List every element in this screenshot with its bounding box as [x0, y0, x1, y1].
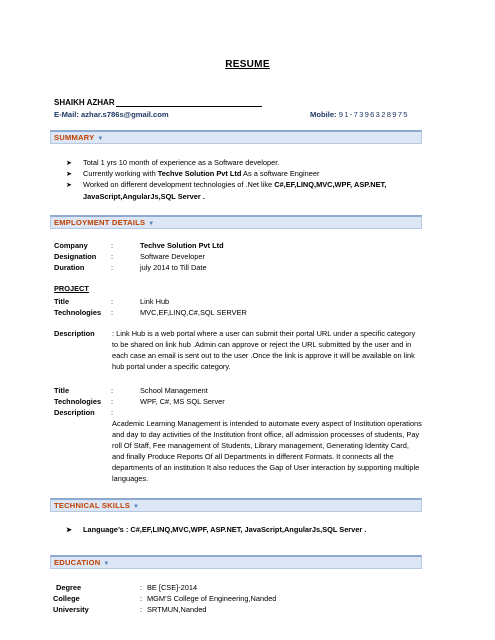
colon: : — [111, 408, 114, 417]
summary-item-2-company: Techve Solution Pvt Ltd — [157, 169, 242, 179]
project2-desc-row — [54, 407, 354, 418]
project2-tech-row — [54, 396, 354, 407]
employment-heading: EMPLOYMENT DETAILS — [54, 218, 146, 227]
caret-down-icon: ▼ — [133, 504, 140, 510]
colon: : — [111, 308, 114, 317]
colon: : — [111, 397, 114, 406]
company-label: Company — [54, 241, 88, 250]
summary-item-3-tech-cont: JavaScript,AngularJs,SQL Server . — [83, 191, 205, 201]
caret-down-icon: ▼ — [103, 561, 110, 567]
college-value: MGM’S College of Engineering,Nanded — [147, 594, 277, 603]
college-label: College — [53, 594, 80, 603]
list-item — [66, 179, 423, 201]
degree-label: Degree — [56, 583, 82, 592]
arrow-bullet-icon: ➤ — [66, 158, 73, 167]
college-row — [53, 593, 353, 604]
project1-desc-label: Description — [54, 329, 95, 338]
summary-item-3-tech: C#,EF,LINQ,MVC,WPF, ASP.NET, — [274, 180, 387, 190]
project1-tech-row — [54, 307, 354, 318]
duration-label: Duration — [54, 263, 85, 272]
technical-heading: TECHNICAL SKILLS — [54, 501, 131, 510]
languages-label: Language’s — [83, 525, 124, 534]
project2-tech-value: WPF, C#, MS SQL Server — [140, 397, 225, 406]
resume-title: RESUME — [225, 59, 270, 70]
project1-title-row — [54, 296, 354, 307]
colon: : — [140, 583, 143, 592]
caret-down-icon: ▼ — [148, 221, 155, 227]
email-label: E-Mail: — [54, 110, 79, 119]
mobile-value: 91-7396328975 — [338, 110, 409, 119]
summary-section-bar — [50, 130, 422, 144]
colon: : — [111, 297, 114, 306]
degree-row — [56, 582, 356, 593]
arrow-bullet-icon: ➤ — [66, 169, 73, 179]
university-row — [53, 604, 353, 615]
project1-tech-label: Technologies — [54, 308, 102, 317]
education-heading: EDUCATION — [54, 558, 101, 567]
project2-title-row — [54, 385, 354, 396]
project2-description: Academic Learning Management is intended to automate every aspect of Institution operations and day to day activities of the Institution front office, all admission processes of students, Pay roll Of Staff, Fee management of Students, Library management, Generating Identity Card, and finally Produce Reports Of all Departments in different Formats. It connects all the departments of an institution It also reduces the Gap of User interaction by supporting multiple languages. — [112, 419, 422, 483]
list-item — [66, 524, 443, 535]
degree-value: BE [CSE]-2014 — [147, 583, 198, 592]
designation-row — [54, 251, 354, 262]
company-value: Techve Solution Pvt Ltd — [140, 241, 224, 250]
summary-heading: SUMMARY — [54, 133, 95, 142]
technical-list — [66, 524, 443, 535]
summary-item-2-role: As a software Engineer — [241, 169, 320, 179]
colon: : — [111, 263, 114, 272]
colon: : — [111, 241, 114, 250]
project2-tech-label: Technologies — [54, 397, 102, 406]
caret-down-icon: ▼ — [97, 136, 104, 142]
project1-description: : Link Hub is a web portal where a user can submit their portal URL under a specific category to be shared on link hub .Admin can approve or reject the URL submitted by the user and in each case an email is sent out to the user .Once the link is approve it will be available on link hub portal under a specific category. — [112, 329, 416, 371]
project1-title-value: Link Hub — [140, 297, 170, 306]
colon: : — [140, 605, 143, 614]
mobile-label: Mobile: — [310, 110, 337, 119]
email-value: azhar.s786s@gmail.com — [81, 110, 169, 119]
university-value: SRTMUN,Nanded — [147, 605, 207, 614]
candidate-name: SHAIKH AZHAR — [54, 98, 115, 107]
project2-desc-label: Description — [54, 408, 95, 417]
colon: : — [111, 252, 114, 261]
project1-tech-value: MVC,EF,LINQ,C#,SQL SERVER — [140, 308, 247, 317]
summary-list — [66, 157, 423, 202]
arrow-bullet-icon: ➤ — [66, 180, 73, 190]
arrow-bullet-icon: ➤ — [66, 525, 73, 534]
summary-item-2-text: Currently working with — [83, 169, 158, 179]
project-heading: PROJECT — [54, 284, 89, 293]
list-item — [66, 168, 423, 179]
university-label: University — [53, 605, 89, 614]
designation-label: Designation — [54, 252, 97, 261]
project2-title-label: Title — [54, 386, 70, 395]
employment-section-bar — [50, 215, 422, 229]
contact-row — [54, 110, 424, 119]
duration-row — [54, 262, 354, 273]
project1-title-label: Title — [54, 297, 70, 306]
list-item — [66, 157, 423, 168]
languages-value: : C#,EF,LINQ,MVC,WPF, ASP.NET, JavaScript,AngularJs,SQL Server . — [123, 525, 367, 534]
company-row — [54, 240, 354, 251]
designation-value: Software Developer — [140, 252, 205, 261]
colon: : — [111, 386, 114, 395]
duration-value: july 2014 to Till Date — [140, 263, 207, 272]
name-underline — [116, 106, 262, 107]
education-section-bar — [50, 555, 422, 569]
colon: : — [140, 594, 143, 603]
project2-title-value: School Management — [140, 386, 208, 395]
mobile-block — [310, 110, 409, 119]
summary-item-1: Total 1 yrs 10 month of experience as a Software developer. — [83, 158, 280, 167]
summary-item-3-text: Worked on different development technologies of .Net like — [83, 180, 275, 190]
technical-section-bar — [50, 498, 422, 512]
